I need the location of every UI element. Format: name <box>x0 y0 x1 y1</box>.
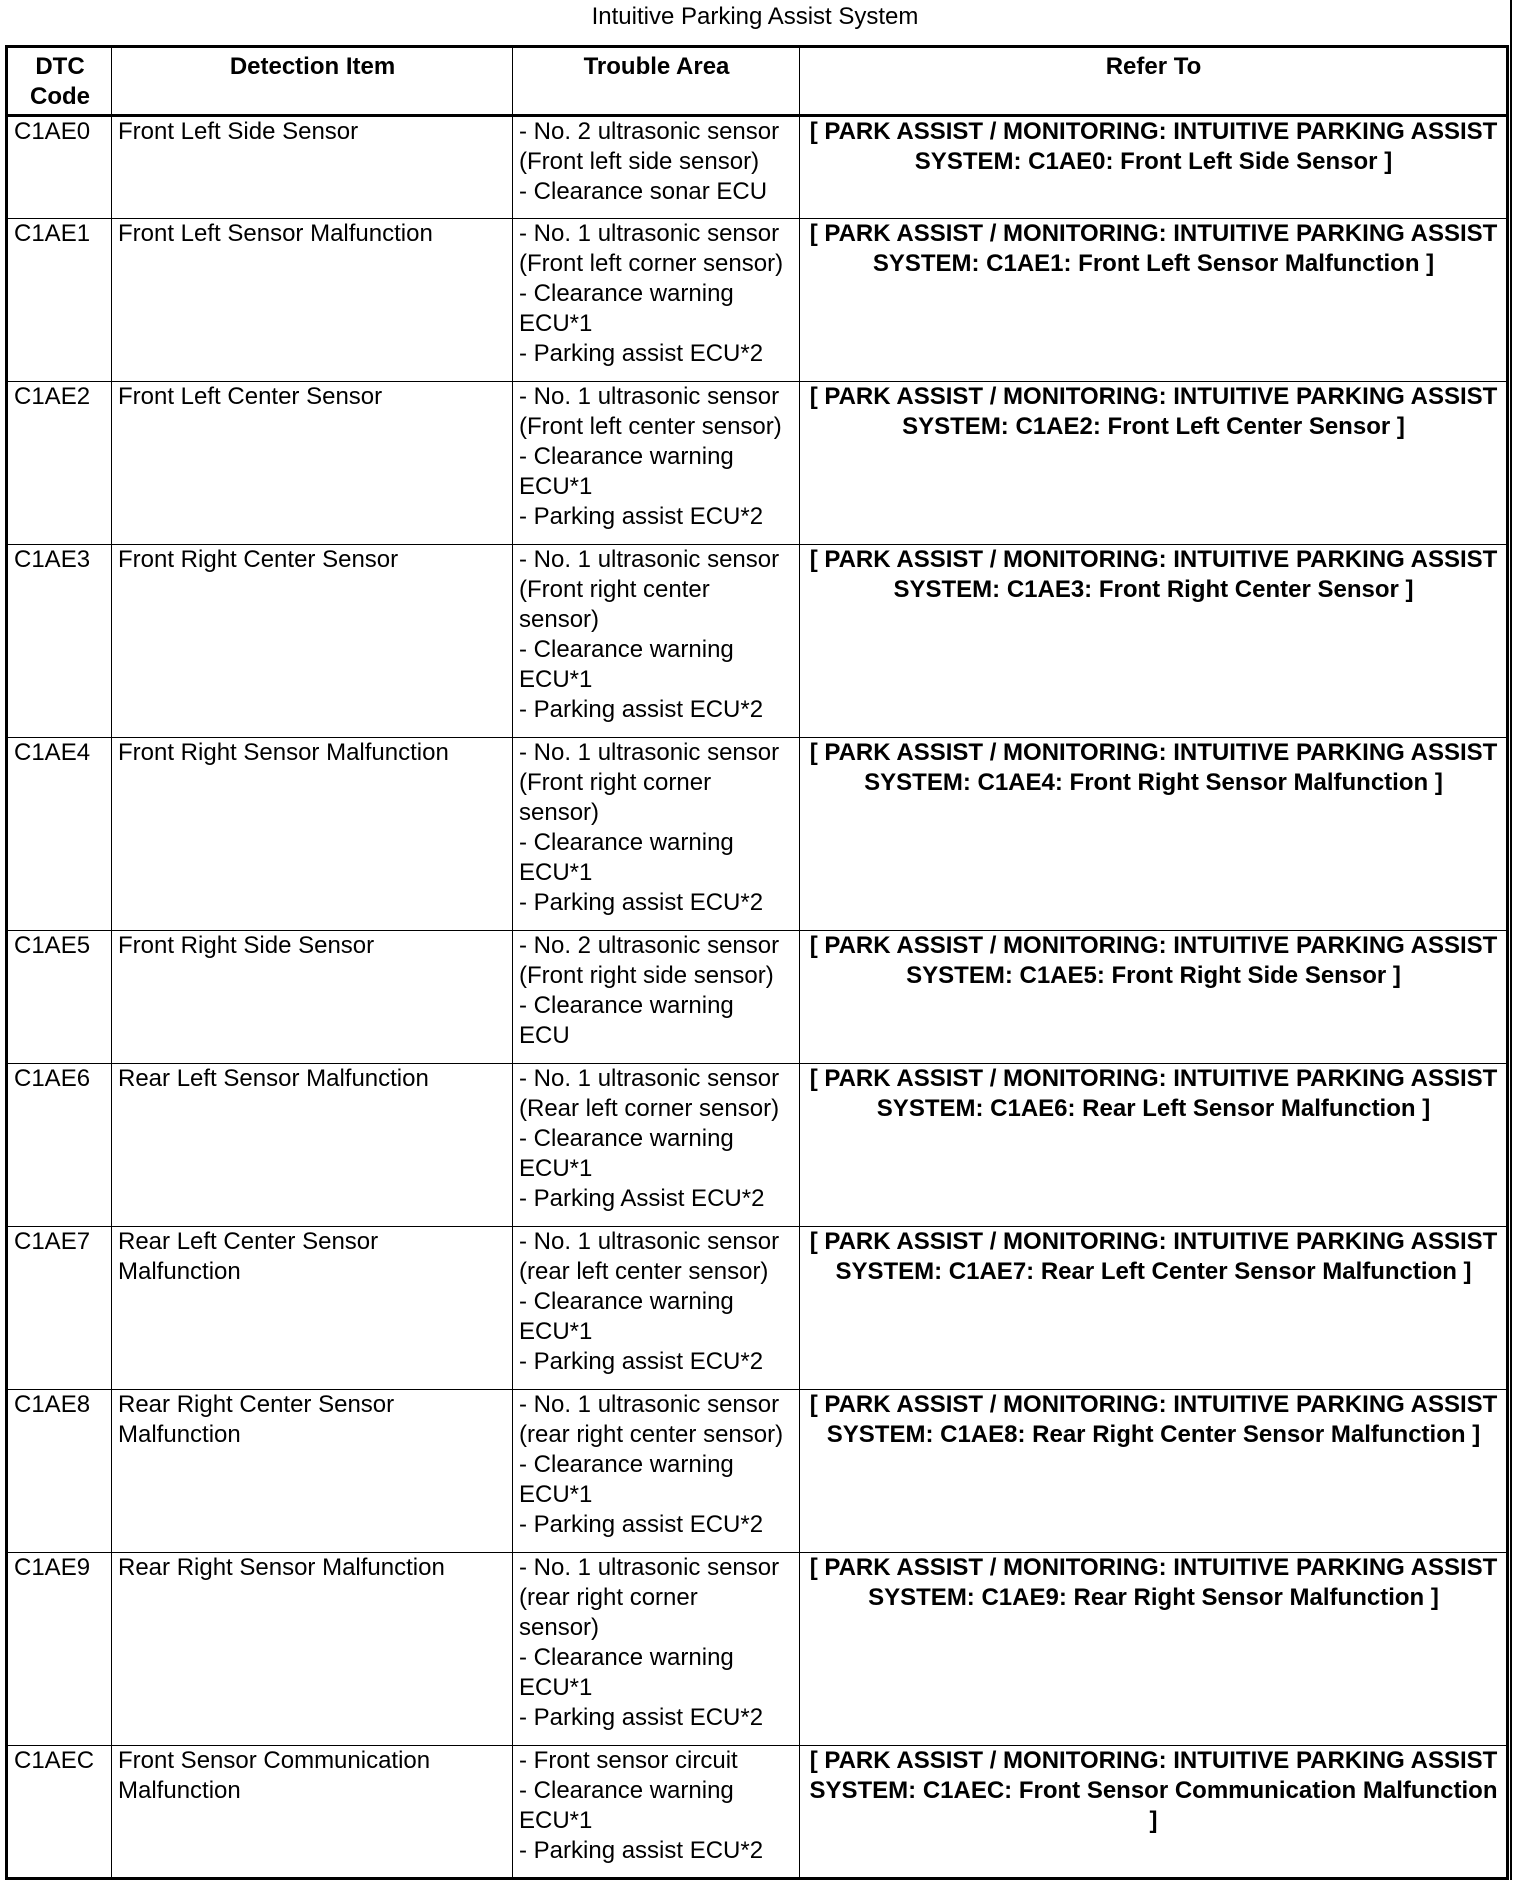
detection-item-cell: Front Left Sensor Malfunction <box>112 219 513 382</box>
dtc-code-cell: C1AE1 <box>7 219 112 382</box>
detection-item-cell: Front Right Center Sensor <box>112 545 513 738</box>
trouble-area-cell: - No. 2 ultrasonic sensor (Front left side sensor) - Clearance sonar ECU <box>513 116 800 219</box>
detection-item-cell: Rear Left Center Sensor Malfunction <box>112 1227 513 1390</box>
trouble-area-cell: - No. 2 ultrasonic sensor (Front right side sensor) - Clearance warning ECU <box>513 931 800 1064</box>
trouble-area-cell: - Front sensor circuit - Clearance warning ECU*1 - Parking assist ECU*2 <box>513 1746 800 1879</box>
detection-item-cell: Front Left Side Sensor <box>112 116 513 219</box>
refer-to-link[interactable]: [ PARK ASSIST / MONITORING: INTUITIVE PARKING ASSIST SYSTEM: C1AE8: Rear Right Center Sensor Malfunction ] <box>800 1390 1508 1553</box>
table-row <box>7 1064 1508 1227</box>
header-refer-to: Refer To <box>800 47 1508 116</box>
header-trouble-area: Trouble Area <box>513 47 800 116</box>
trouble-area-cell: - No. 1 ultrasonic sensor (Front left corner sensor) - Clearance warning ECU*1 - Parking assist ECU*2 <box>513 219 800 382</box>
dtc-code-cell: C1AE9 <box>7 1553 112 1746</box>
detection-item-cell: Rear Right Center Sensor Malfunction <box>112 1390 513 1553</box>
refer-to-link[interactable]: [ PARK ASSIST / MONITORING: INTUITIVE PARKING ASSIST SYSTEM: C1AE1: Front Left Sensor Malfunction ] <box>800 219 1508 382</box>
dtc-table <box>5 45 1509 1880</box>
trouble-area-cell: - No. 1 ultrasonic sensor (rear right center sensor) - Clearance warning ECU*1 - Parking assist ECU*2 <box>513 1390 800 1553</box>
table-caption: Intuitive Parking Assist System <box>591 3 919 30</box>
header-detection-item: Detection Item <box>112 47 513 116</box>
refer-to-link[interactable]: [ PARK ASSIST / MONITORING: INTUITIVE PARKING ASSIST SYSTEM: C1AE3: Front Right Center Sensor ] <box>800 545 1508 738</box>
dtc-code-cell: C1AEC <box>7 1746 112 1879</box>
dtc-code-cell: C1AE7 <box>7 1227 112 1390</box>
dtc-code-cell: C1AE3 <box>7 545 112 738</box>
refer-to-link[interactable]: [ PARK ASSIST / MONITORING: INTUITIVE PARKING ASSIST SYSTEM: C1AE6: Rear Left Sensor Malfunction ] <box>800 1064 1508 1227</box>
trouble-area-cell: - No. 1 ultrasonic sensor (rear left center sensor) - Clearance warning ECU*1 - Parking assist ECU*2 <box>513 1227 800 1390</box>
table-row <box>7 1746 1508 1879</box>
table-body <box>7 116 1508 1879</box>
trouble-area-cell: - No. 1 ultrasonic sensor (Front right corner sensor) - Clearance warning ECU*1 - Parking assist ECU*2 <box>513 738 800 931</box>
refer-to-link[interactable]: [ PARK ASSIST / MONITORING: INTUITIVE PARKING ASSIST SYSTEM: C1AE2: Front Left Center Sensor ] <box>800 382 1508 545</box>
detection-item-cell: Front Sensor Communication Malfunction <box>112 1746 513 1879</box>
trouble-area-cell: - No. 1 ultrasonic sensor (Rear left corner sensor) - Clearance warning ECU*1 - Parking Assist ECU*2 <box>513 1064 800 1227</box>
detection-item-cell: Rear Right Sensor Malfunction <box>112 1553 513 1746</box>
table-row <box>7 738 1508 931</box>
table-row <box>7 1553 1508 1746</box>
refer-to-link[interactable]: [ PARK ASSIST / MONITORING: INTUITIVE PARKING ASSIST SYSTEM: C1AE9: Rear Right Sensor Malfunction ] <box>800 1553 1508 1746</box>
detection-item-cell: Front Right Side Sensor <box>112 931 513 1064</box>
dtc-code-cell: C1AE0 <box>7 116 112 219</box>
header-dtc-code: DTC Code <box>7 47 112 116</box>
header-row <box>7 47 1508 116</box>
trouble-area-cell: - No. 1 ultrasonic sensor (Front right center sensor) - Clearance warning ECU*1 - Parking assist ECU*2 <box>513 545 800 738</box>
dtc-code-cell: C1AE8 <box>7 1390 112 1553</box>
trouble-area-cell: - No. 1 ultrasonic sensor (Front left center sensor) - Clearance warning ECU*1 - Parking assist ECU*2 <box>513 382 800 545</box>
detection-item-cell: Front Right Sensor Malfunction <box>112 738 513 931</box>
table-row <box>7 219 1508 382</box>
table-row <box>7 931 1508 1064</box>
refer-to-link[interactable]: [ PARK ASSIST / MONITORING: INTUITIVE PARKING ASSIST SYSTEM: C1AE7: Rear Left Center Sensor Malfunction ] <box>800 1227 1508 1390</box>
trouble-area-cell: - No. 1 ultrasonic sensor (rear right corner sensor) - Clearance warning ECU*1 - Parking assist ECU*2 <box>513 1553 800 1746</box>
dtc-code-cell: C1AE2 <box>7 382 112 545</box>
table-header <box>7 47 1508 116</box>
table-row <box>7 382 1508 545</box>
table-row <box>7 1390 1508 1553</box>
table-row <box>7 116 1508 219</box>
refer-to-link[interactable]: [ PARK ASSIST / MONITORING: INTUITIVE PARKING ASSIST SYSTEM: C1AE0: Front Left Side Sensor ] <box>800 116 1508 219</box>
dtc-code-cell: C1AE6 <box>7 1064 112 1227</box>
table-row <box>7 1227 1508 1390</box>
detection-item-cell: Front Left Center Sensor <box>112 382 513 545</box>
detection-item-cell: Rear Left Sensor Malfunction <box>112 1064 513 1227</box>
refer-to-link[interactable]: [ PARK ASSIST / MONITORING: INTUITIVE PARKING ASSIST SYSTEM: C1AE5: Front Right Side Sensor ] <box>800 931 1508 1064</box>
refer-to-link[interactable]: [ PARK ASSIST / MONITORING: INTUITIVE PARKING ASSIST SYSTEM: C1AE4: Front Right Sensor Malfunction ] <box>800 738 1508 931</box>
dtc-code-cell: C1AE5 <box>7 931 112 1064</box>
refer-to-link[interactable]: [ PARK ASSIST / MONITORING: INTUITIVE PARKING ASSIST SYSTEM: C1AEC: Front Sensor Communication Malfunction ] <box>800 1746 1508 1879</box>
table-row <box>7 545 1508 738</box>
dtc-code-cell: C1AE4 <box>7 738 112 931</box>
page-border <box>1510 0 1512 1880</box>
